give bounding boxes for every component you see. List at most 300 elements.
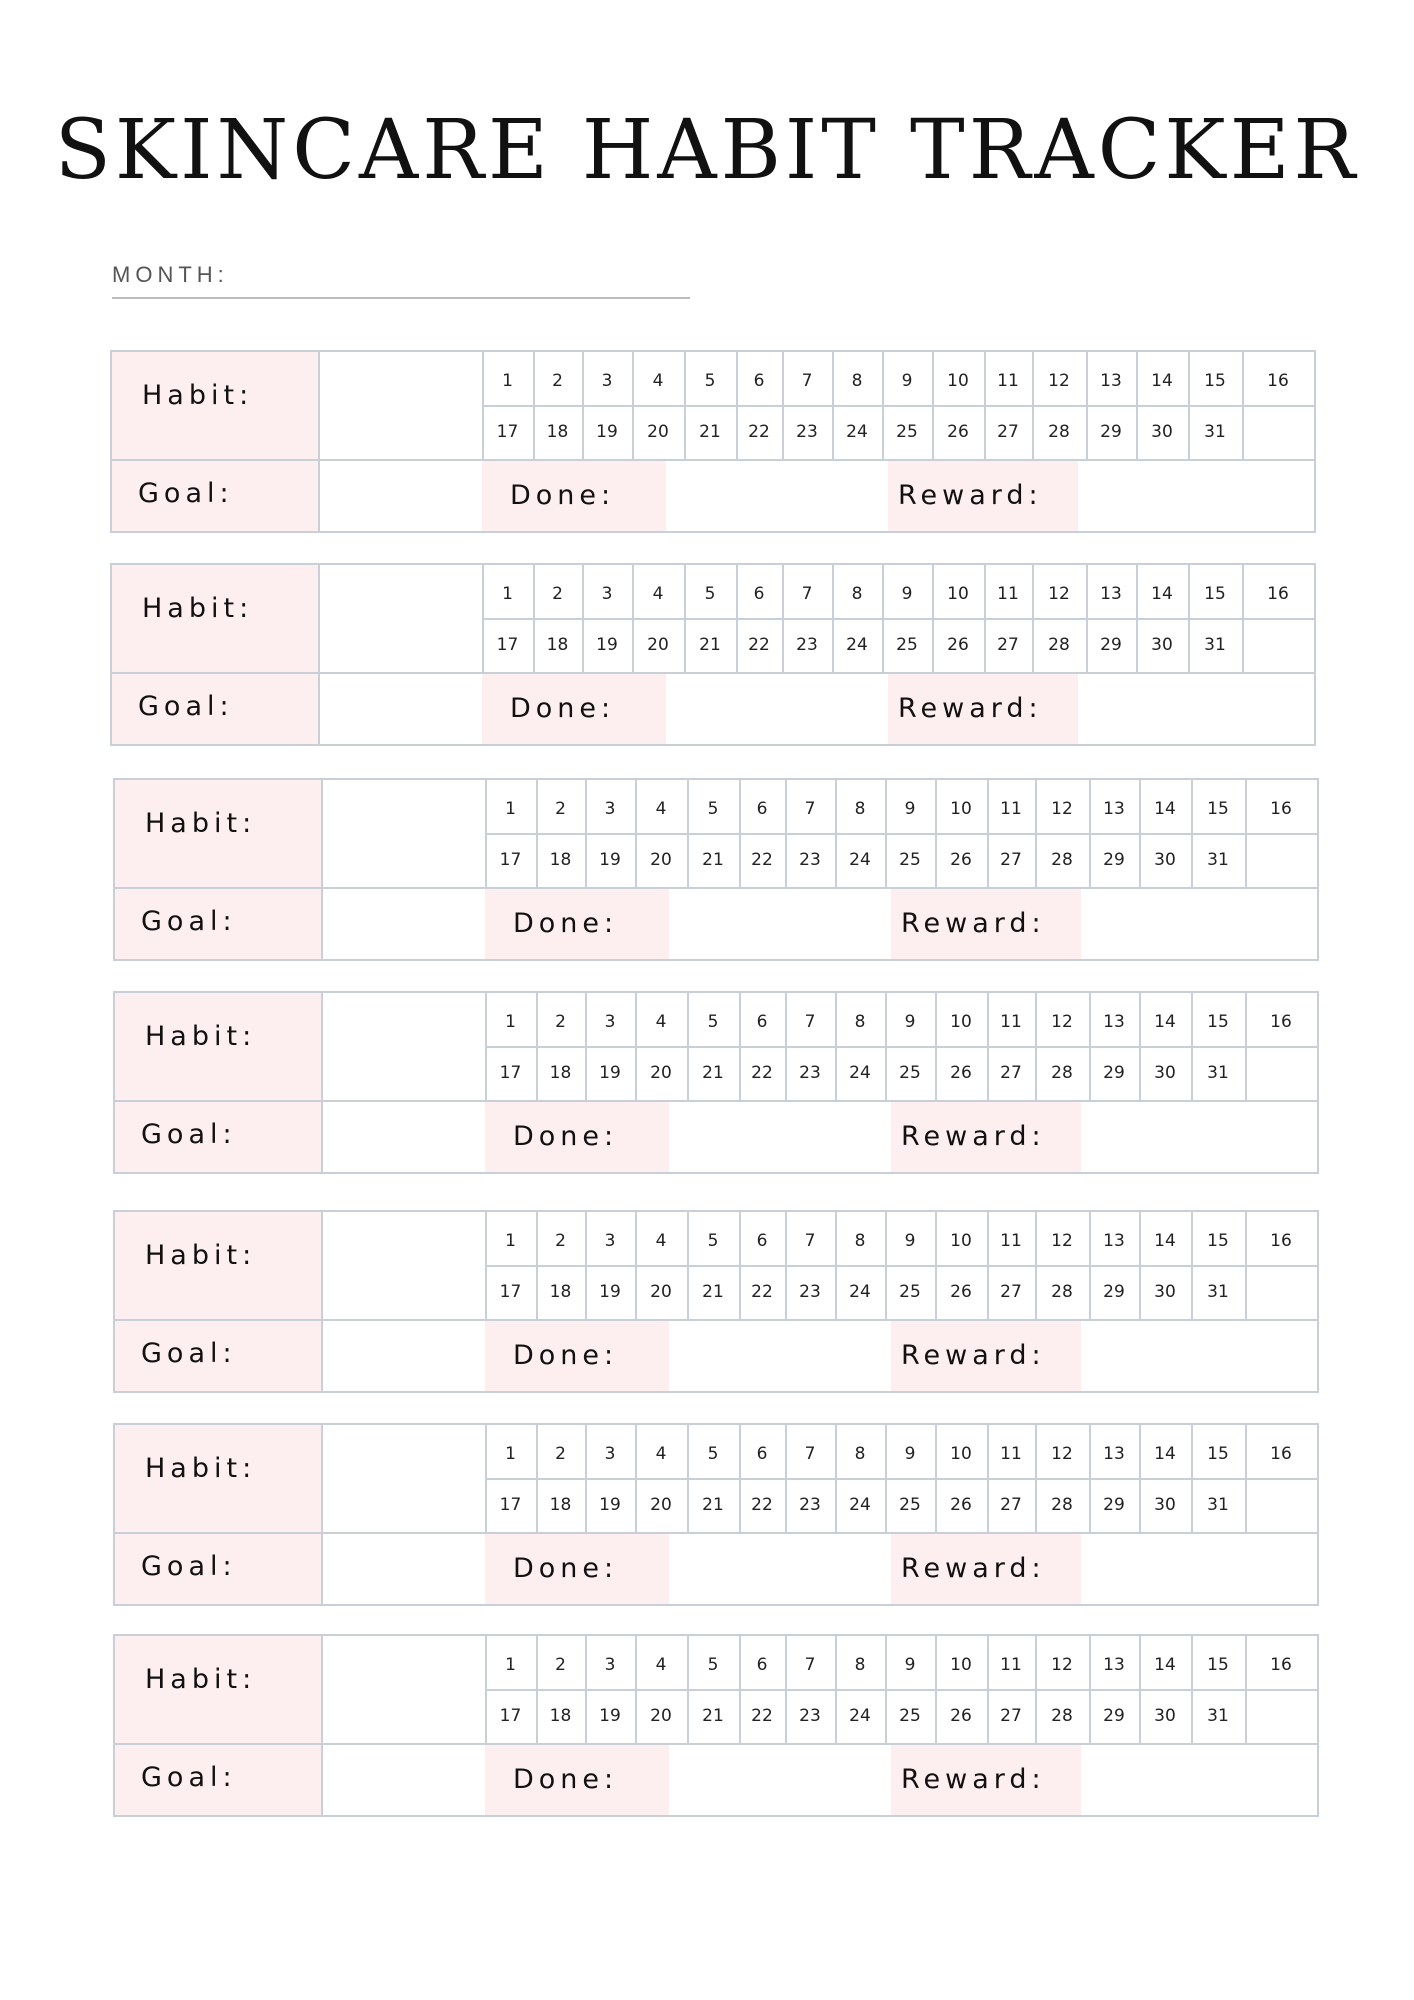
day-checkbox[interactable]: 3 xyxy=(604,1444,616,1464)
day-checkbox[interactable]: 23 xyxy=(796,422,818,442)
day-checkbox[interactable]: 20 xyxy=(650,1063,672,1083)
day-checkbox[interactable]: 23 xyxy=(799,1282,821,1302)
day-checkbox[interactable]: 20 xyxy=(650,850,672,870)
day-checkbox[interactable]: 4 xyxy=(652,584,664,604)
day-checkbox[interactable]: 5 xyxy=(704,371,716,391)
goal-label: Goal: xyxy=(141,1338,237,1369)
day-column-divider xyxy=(635,1636,637,1743)
day-checkbox[interactable]: 14 xyxy=(1154,1012,1176,1032)
day-checkbox[interactable]: 27 xyxy=(1000,1282,1022,1302)
day-checkbox[interactable]: 6 xyxy=(756,799,768,819)
habit-label: Habit: xyxy=(142,380,254,411)
day-checkbox[interactable]: 2 xyxy=(555,1231,566,1251)
day-checkbox[interactable]: 22 xyxy=(748,635,770,655)
day-checkbox[interactable]: 4 xyxy=(655,799,667,819)
day-checkbox[interactable]: 17 xyxy=(499,1495,522,1515)
day-checkbox[interactable]: 11 xyxy=(1000,1655,1022,1675)
day-column-divider xyxy=(1136,352,1138,459)
day-checkbox[interactable]: 18 xyxy=(549,1495,572,1515)
day-checkbox[interactable]: 31 xyxy=(1207,1282,1229,1302)
day-checkbox[interactable]: 29 xyxy=(1103,1495,1125,1515)
day-column-divider xyxy=(1089,1425,1091,1532)
day-checkbox[interactable]: 16 xyxy=(1270,1444,1292,1464)
day-checkbox[interactable]: 16 xyxy=(1270,1012,1292,1032)
day-checkbox[interactable]: 11 xyxy=(1000,1231,1022,1251)
day-checkbox[interactable]: 23 xyxy=(799,1706,821,1726)
day-checkbox[interactable]: 1 xyxy=(502,584,513,604)
day-checkbox[interactable]: 11 xyxy=(1000,1444,1022,1464)
day-checkbox[interactable]: 10 xyxy=(950,1231,972,1251)
day-column-divider xyxy=(1245,1425,1247,1532)
goal-input[interactable] xyxy=(322,465,478,527)
day-checkbox[interactable]: 5 xyxy=(707,1231,719,1251)
day-column-divider xyxy=(585,780,587,887)
day-checkbox[interactable]: 12 xyxy=(1051,1231,1073,1251)
goal-input[interactable] xyxy=(325,1749,481,1811)
day-checkbox[interactable]: 15 xyxy=(1207,1231,1229,1251)
day-checkbox[interactable]: 22 xyxy=(748,422,770,442)
goal-input[interactable] xyxy=(325,1538,481,1600)
day-checkbox[interactable]: 18 xyxy=(549,850,572,870)
goal-input[interactable] xyxy=(325,1106,481,1168)
day-checkbox[interactable]: 22 xyxy=(751,1495,773,1515)
day-checkbox[interactable]: 1 xyxy=(505,799,516,819)
day-checkbox[interactable]: 8 xyxy=(854,1231,866,1251)
day-checkbox[interactable]: 22 xyxy=(751,850,773,870)
day-column-divider xyxy=(1089,993,1091,1100)
day-checkbox[interactable]: 21 xyxy=(702,850,724,870)
day-checkbox[interactable]: 6 xyxy=(753,584,765,604)
goal-label: Goal: xyxy=(141,1551,237,1582)
habit-input[interactable] xyxy=(322,356,478,455)
day-checkbox[interactable]: 5 xyxy=(707,1444,719,1464)
day-checkbox[interactable]: 2 xyxy=(555,1012,566,1032)
day-checkbox[interactable]: 5 xyxy=(707,1655,719,1675)
day-checkbox[interactable]: 17 xyxy=(499,850,522,870)
day-checkbox[interactable]: 14 xyxy=(1154,1655,1176,1675)
day-checkbox[interactable]: 14 xyxy=(1154,799,1176,819)
day-checkbox[interactable]: 10 xyxy=(950,1444,972,1464)
day-column-divider xyxy=(885,993,887,1100)
row-divider xyxy=(115,887,1317,889)
day-checkbox[interactable]: 28 xyxy=(1048,635,1070,655)
day-column-divider xyxy=(1191,1212,1193,1319)
day-checkbox[interactable]: 29 xyxy=(1100,422,1122,442)
day-checkbox[interactable]: 16 xyxy=(1267,371,1289,391)
day-checkbox[interactable]: 31 xyxy=(1207,850,1229,870)
day-checkbox[interactable]: 7 xyxy=(801,371,813,391)
row-divider xyxy=(115,1100,1317,1102)
day-checkbox[interactable]: 30 xyxy=(1151,635,1173,655)
day-checkbox[interactable]: 24 xyxy=(846,635,868,655)
day-checkbox[interactable]: 27 xyxy=(1000,850,1022,870)
day-column-divider xyxy=(835,1425,837,1532)
day-checkbox[interactable]: 13 xyxy=(1100,371,1122,391)
day-column-divider xyxy=(935,780,937,887)
day-checkbox[interactable]: 26 xyxy=(950,850,972,870)
day-checkbox[interactable]: 27 xyxy=(997,635,1019,655)
day-checkbox[interactable]: 12 xyxy=(1051,1012,1073,1032)
habit-tracker-block xyxy=(113,1634,1319,1817)
day-checkbox[interactable]: 18 xyxy=(549,1282,572,1302)
goal-label: Goal: xyxy=(138,478,234,509)
day-column-divider xyxy=(1191,1425,1193,1532)
day-checkbox[interactable]: 25 xyxy=(899,1706,921,1726)
done-input[interactable] xyxy=(673,893,887,955)
reward-input[interactable] xyxy=(1085,1538,1313,1600)
day-checkbox[interactable]: 23 xyxy=(799,1495,821,1515)
done-input[interactable] xyxy=(670,465,884,527)
habit-input[interactable] xyxy=(325,1216,481,1315)
done-label: Done: xyxy=(510,693,616,724)
day-checkbox[interactable]: 16 xyxy=(1267,584,1289,604)
day-checkbox[interactable]: 4 xyxy=(655,1655,667,1675)
habit-tracker-block xyxy=(113,1210,1319,1393)
day-checkbox[interactable]: 16 xyxy=(1270,799,1292,819)
day-checkbox[interactable]: 17 xyxy=(499,1282,522,1302)
day-checkbox[interactable]: 15 xyxy=(1204,371,1226,391)
reward-label: Reward: xyxy=(901,1340,1046,1371)
day-checkbox[interactable]: 3 xyxy=(604,799,616,819)
day-checkbox[interactable]: 10 xyxy=(950,1655,972,1675)
day-checkbox[interactable]: 22 xyxy=(751,1706,773,1726)
day-checkbox[interactable]: 2 xyxy=(555,1444,566,1464)
day-checkbox[interactable]: 28 xyxy=(1051,850,1073,870)
day-checkbox[interactable]: 26 xyxy=(947,635,969,655)
day-checkbox[interactable]: 25 xyxy=(896,422,918,442)
day-checkbox[interactable]: 9 xyxy=(904,1012,916,1032)
habit-input[interactable] xyxy=(325,1640,481,1739)
day-checkbox[interactable]: 24 xyxy=(849,1063,871,1083)
day-checkbox[interactable]: 13 xyxy=(1103,1012,1125,1032)
done-label: Done: xyxy=(513,1340,619,1371)
day-checkbox[interactable]: 12 xyxy=(1048,584,1070,604)
day-checkbox[interactable]: 19 xyxy=(599,1495,621,1515)
day-checkbox[interactable]: 4 xyxy=(652,371,664,391)
day-checkbox[interactable]: 19 xyxy=(599,1282,621,1302)
day-checkbox[interactable]: 2 xyxy=(552,371,563,391)
day-column-divider xyxy=(736,565,738,672)
day-checkbox[interactable]: 12 xyxy=(1051,1655,1073,1675)
goal-label: Goal: xyxy=(141,1762,237,1793)
day-checkbox[interactable]: 23 xyxy=(799,850,821,870)
label-divider xyxy=(321,1425,323,1604)
day-checkbox[interactable]: 19 xyxy=(599,850,621,870)
day-checkbox[interactable]: 24 xyxy=(849,1495,871,1515)
day-checkbox[interactable]: 3 xyxy=(604,1231,616,1251)
reward-label: Reward: xyxy=(898,693,1043,724)
day-checkbox[interactable]: 21 xyxy=(702,1495,724,1515)
day-checkbox[interactable]: 26 xyxy=(950,1706,972,1726)
day-checkbox[interactable]: 18 xyxy=(546,422,569,442)
reward-input[interactable] xyxy=(1085,1325,1313,1387)
day-checkbox[interactable]: 12 xyxy=(1051,799,1073,819)
day-checkbox[interactable]: 28 xyxy=(1051,1063,1073,1083)
day-checkbox[interactable]: 9 xyxy=(901,584,913,604)
day-column-divider xyxy=(739,1636,741,1743)
day-checkbox[interactable]: 9 xyxy=(901,371,913,391)
day-checkbox[interactable]: 31 xyxy=(1207,1706,1229,1726)
day-checkbox[interactable]: 25 xyxy=(899,1063,921,1083)
day-checkbox[interactable]: 30 xyxy=(1154,1706,1176,1726)
day-checkbox[interactable]: 15 xyxy=(1207,1012,1229,1032)
day-checkbox[interactable]: 5 xyxy=(707,1012,719,1032)
day-checkbox[interactable]: 11 xyxy=(1000,799,1022,819)
reward-input[interactable] xyxy=(1085,1106,1313,1168)
habit-tracker-block xyxy=(113,991,1319,1174)
day-checkbox[interactable]: 2 xyxy=(555,799,566,819)
day-column-divider xyxy=(1035,1636,1037,1743)
day-checkbox[interactable]: 26 xyxy=(947,422,969,442)
day-checkbox[interactable]: 29 xyxy=(1103,1063,1125,1083)
day-checkbox[interactable]: 3 xyxy=(601,371,613,391)
done-label: Done: xyxy=(510,480,616,511)
day-checkbox[interactable]: 16 xyxy=(1270,1655,1292,1675)
day-checkbox[interactable]: 10 xyxy=(950,799,972,819)
reward-input[interactable] xyxy=(1082,678,1310,740)
day-checkbox[interactable]: 30 xyxy=(1154,1063,1176,1083)
day-checkbox[interactable]: 27 xyxy=(997,422,1019,442)
day-column-divider xyxy=(1139,993,1141,1100)
day-checkbox[interactable]: 19 xyxy=(596,635,618,655)
day-checkbox[interactable]: 13 xyxy=(1100,584,1122,604)
day-checkbox[interactable]: 2 xyxy=(555,1655,566,1675)
day-checkbox[interactable]: 7 xyxy=(804,1012,816,1032)
day-checkbox[interactable]: 8 xyxy=(854,1655,866,1675)
day-checkbox[interactable]: 29 xyxy=(1103,1282,1125,1302)
day-checkbox[interactable]: 27 xyxy=(1000,1495,1022,1515)
day-checkbox[interactable]: 12 xyxy=(1051,1444,1073,1464)
day-checkbox[interactable]: 13 xyxy=(1103,1655,1125,1675)
day-checkbox[interactable]: 24 xyxy=(849,850,871,870)
day-checkbox[interactable]: 3 xyxy=(604,1012,616,1032)
reward-input[interactable] xyxy=(1085,1749,1313,1811)
day-checkbox[interactable]: 6 xyxy=(756,1012,768,1032)
day-checkbox[interactable]: 30 xyxy=(1151,422,1173,442)
day-checkbox[interactable]: 28 xyxy=(1051,1706,1073,1726)
day-checkbox[interactable]: 31 xyxy=(1204,635,1226,655)
day-checkbox[interactable]: 18 xyxy=(549,1063,572,1083)
day-checkbox[interactable]: 11 xyxy=(1000,1012,1022,1032)
reward-label: Reward: xyxy=(901,1553,1046,1584)
done-input[interactable] xyxy=(673,1106,887,1168)
day-checkbox[interactable]: 20 xyxy=(647,635,669,655)
day-checkbox[interactable]: 14 xyxy=(1151,371,1173,391)
day-checkbox[interactable]: 24 xyxy=(846,422,868,442)
day-checkbox[interactable]: 31 xyxy=(1207,1495,1229,1515)
day-checkbox[interactable]: 30 xyxy=(1154,850,1176,870)
day-checkbox[interactable]: 7 xyxy=(804,799,816,819)
day-checkbox[interactable]: 11 xyxy=(997,371,1019,391)
day-column-divider xyxy=(736,352,738,459)
day-checkbox[interactable]: 30 xyxy=(1154,1282,1176,1302)
day-checkbox[interactable]: 15 xyxy=(1207,1444,1229,1464)
day-checkbox[interactable]: 10 xyxy=(947,584,969,604)
day-column-divider xyxy=(885,1636,887,1743)
habit-label: Habit: xyxy=(142,593,254,624)
day-column-divider xyxy=(536,1425,538,1532)
day-checkbox[interactable]: 19 xyxy=(599,1706,621,1726)
day-checkbox[interactable]: 6 xyxy=(756,1444,768,1464)
day-checkbox[interactable]: 27 xyxy=(1000,1063,1022,1083)
day-checkbox[interactable]: 6 xyxy=(753,371,765,391)
day-checkbox[interactable]: 25 xyxy=(899,1495,921,1515)
day-checkbox[interactable]: 17 xyxy=(499,1706,522,1726)
done-input[interactable] xyxy=(673,1749,887,1811)
day-checkbox[interactable]: 17 xyxy=(496,422,519,442)
day-checkbox[interactable]: 26 xyxy=(950,1282,972,1302)
day-checkbox[interactable]: 28 xyxy=(1051,1282,1073,1302)
day-checkbox[interactable]: 26 xyxy=(950,1495,972,1515)
day-checkbox[interactable]: 10 xyxy=(950,1012,972,1032)
label-divider xyxy=(318,565,320,744)
day-checkbox[interactable]: 18 xyxy=(546,635,569,655)
habit-input[interactable] xyxy=(322,569,478,668)
day-column-divider xyxy=(885,1425,887,1532)
day-checkbox[interactable]: 1 xyxy=(505,1655,516,1675)
day-checkbox[interactable]: 7 xyxy=(801,584,813,604)
label-divider xyxy=(321,1212,323,1391)
day-checkbox[interactable]: 20 xyxy=(650,1282,672,1302)
day-column-divider xyxy=(1245,993,1247,1100)
day-checkbox[interactable]: 29 xyxy=(1100,635,1122,655)
day-checkbox[interactable]: 9 xyxy=(904,1444,916,1464)
day-checkbox[interactable]: 15 xyxy=(1207,1655,1229,1675)
day-checkbox[interactable]: 8 xyxy=(851,371,863,391)
day-checkbox[interactable]: 22 xyxy=(751,1063,773,1083)
day-column-divider xyxy=(882,352,884,459)
done-input[interactable] xyxy=(673,1538,887,1600)
day-checkbox[interactable]: 10 xyxy=(947,371,969,391)
day-checkbox[interactable]: 19 xyxy=(596,422,618,442)
day-checkbox[interactable]: 12 xyxy=(1048,371,1070,391)
day-checkbox[interactable]: 5 xyxy=(707,799,719,819)
day-checkbox[interactable]: 21 xyxy=(699,422,721,442)
goal-input[interactable] xyxy=(322,678,478,740)
day-checkbox[interactable]: 8 xyxy=(854,1012,866,1032)
day-checkbox[interactable]: 7 xyxy=(804,1444,816,1464)
day-column-divider xyxy=(935,1212,937,1319)
habit-label: Habit: xyxy=(145,1664,257,1695)
day-checkbox[interactable]: 25 xyxy=(899,850,921,870)
day-checkbox[interactable]: 4 xyxy=(655,1231,667,1251)
day-column-divider xyxy=(785,780,787,887)
day-checkbox[interactable]: 9 xyxy=(904,1655,916,1675)
day-checkbox[interactable]: 20 xyxy=(650,1495,672,1515)
day-checkbox[interactable]: 21 xyxy=(699,635,721,655)
reward-input[interactable] xyxy=(1082,465,1310,527)
day-checkbox[interactable]: 26 xyxy=(950,1063,972,1083)
day-checkbox[interactable]: 9 xyxy=(904,1231,916,1251)
day-checkbox[interactable]: 24 xyxy=(849,1706,871,1726)
day-checkbox[interactable]: 21 xyxy=(702,1706,724,1726)
day-checkbox[interactable]: 27 xyxy=(1000,1706,1022,1726)
day-checkbox[interactable]: 7 xyxy=(804,1655,816,1675)
day-checkbox[interactable]: 1 xyxy=(505,1231,516,1251)
day-checkbox[interactable]: 5 xyxy=(704,584,716,604)
day-checkbox[interactable]: 13 xyxy=(1103,1444,1125,1464)
day-column-divider xyxy=(632,352,634,459)
day-checkbox[interactable]: 1 xyxy=(505,1444,516,1464)
day-checkbox[interactable]: 31 xyxy=(1207,1063,1229,1083)
habit-input[interactable] xyxy=(325,997,481,1096)
day-checkbox[interactable]: 25 xyxy=(896,635,918,655)
habit-input[interactable] xyxy=(325,1429,481,1528)
day-checkbox[interactable]: 1 xyxy=(505,1012,516,1032)
goal-input[interactable] xyxy=(325,1325,481,1387)
done-input[interactable] xyxy=(673,1325,887,1387)
day-checkbox[interactable]: 28 xyxy=(1051,1495,1073,1515)
done-input[interactable] xyxy=(670,678,884,740)
day-checkbox[interactable]: 4 xyxy=(655,1444,667,1464)
day-checkbox[interactable]: 3 xyxy=(604,1655,616,1675)
day-checkbox[interactable]: 29 xyxy=(1103,1706,1125,1726)
day-checkbox[interactable]: 9 xyxy=(904,799,916,819)
done-label: Done: xyxy=(513,1764,619,1795)
month-input-line[interactable] xyxy=(112,297,690,299)
day-column-divider xyxy=(882,565,884,672)
day-checkbox[interactable]: 21 xyxy=(702,1063,724,1083)
day-checkbox[interactable]: 17 xyxy=(496,635,519,655)
day-column-divider xyxy=(536,993,538,1100)
day-checkbox[interactable]: 20 xyxy=(647,422,669,442)
day-checkbox[interactable]: 24 xyxy=(849,1282,871,1302)
day-checkbox[interactable]: 28 xyxy=(1048,422,1070,442)
day-column-divider xyxy=(1035,993,1037,1100)
habit-input[interactable] xyxy=(325,784,481,883)
day-checkbox[interactable]: 1 xyxy=(502,371,513,391)
day-checkbox[interactable]: 31 xyxy=(1204,422,1226,442)
day-column-divider xyxy=(687,780,689,887)
day-checkbox[interactable]: 7 xyxy=(804,1231,816,1251)
day-checkbox[interactable]: 2 xyxy=(552,584,563,604)
day-checkbox[interactable]: 6 xyxy=(756,1655,768,1675)
day-checkbox[interactable]: 25 xyxy=(899,1282,921,1302)
goal-input[interactable] xyxy=(325,893,481,955)
day-checkbox[interactable]: 15 xyxy=(1204,584,1226,604)
day-column-divider xyxy=(536,780,538,887)
day-checkbox[interactable]: 4 xyxy=(655,1012,667,1032)
day-checkbox[interactable]: 20 xyxy=(650,1706,672,1726)
day-checkbox[interactable]: 15 xyxy=(1207,799,1229,819)
day-checkbox[interactable]: 3 xyxy=(601,584,613,604)
day-checkbox[interactable]: 14 xyxy=(1154,1231,1176,1251)
day-checkbox[interactable]: 23 xyxy=(796,635,818,655)
day-checkbox[interactable]: 17 xyxy=(499,1063,522,1083)
day-checkbox[interactable]: 29 xyxy=(1103,850,1125,870)
day-checkbox[interactable]: 21 xyxy=(702,1282,724,1302)
day-checkbox[interactable]: 8 xyxy=(851,584,863,604)
day-checkbox[interactable]: 14 xyxy=(1151,584,1173,604)
day-checkbox[interactable]: 22 xyxy=(751,1282,773,1302)
day-checkbox[interactable]: 8 xyxy=(854,799,866,819)
day-checkbox[interactable]: 11 xyxy=(997,584,1019,604)
reward-input[interactable] xyxy=(1085,893,1313,955)
day-column-divider xyxy=(635,1212,637,1319)
day-checkbox[interactable]: 14 xyxy=(1154,1444,1176,1464)
day-checkbox[interactable]: 6 xyxy=(756,1231,768,1251)
day-column-divider xyxy=(1191,1636,1193,1743)
day-checkbox[interactable]: 13 xyxy=(1103,1231,1125,1251)
day-checkbox[interactable]: 23 xyxy=(799,1063,821,1083)
day-checkbox[interactable]: 13 xyxy=(1103,799,1125,819)
row-divider xyxy=(115,1743,1317,1745)
day-checkbox[interactable]: 8 xyxy=(854,1444,866,1464)
day-checkbox[interactable]: 19 xyxy=(599,1063,621,1083)
day-checkbox[interactable]: 16 xyxy=(1270,1231,1292,1251)
day-checkbox[interactable]: 30 xyxy=(1154,1495,1176,1515)
day-checkbox[interactable]: 18 xyxy=(549,1706,572,1726)
